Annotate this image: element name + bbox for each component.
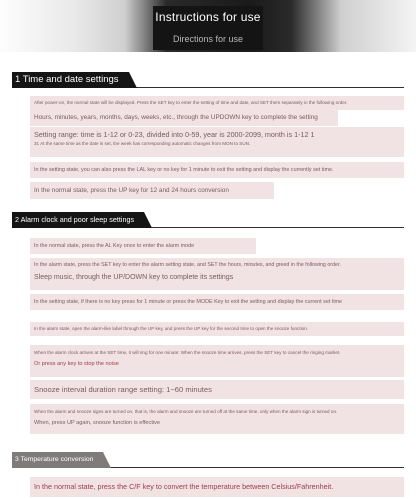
instruction-item: Snooze interval duration range setting: 1~60 minutes: [30, 380, 404, 399]
instruction-item: Hours, minutes, years, months, days, weeks, etc., through the UPDOWN key to complete the setting: [30, 109, 338, 126]
page-title: Instructions for use: [155, 10, 261, 24]
instruction-item: Sleep music, through the UP/DOWN key to complete its settings: [34, 274, 234, 281]
header-banner: [0, 0, 416, 52]
instruction-item: In the normal state, press the C/F key to convert the temperature between Celsius/Fahrenheit.: [30, 477, 404, 497]
page-subtitle: Directions for use: [172, 34, 244, 44]
section-title: 3 Temperature conversion: [12, 452, 103, 468]
instruction-item: Or press any key to stop the noise: [34, 361, 119, 367]
instruction-item: In the setting state, if there is no key press for 1 minute or press the MODE Key to exit the setting and display the current set time: [30, 294, 404, 310]
instruction-item-group: [30, 404, 404, 434]
instruction-item-group: [30, 127, 404, 157]
instruction-item: In the alarm state, open the alarm-like label through the UP key, and press the UP key for the second time to open the snooze function.: [30, 322, 404, 336]
instruction-item: In the setting state, you can also press the LAL key or no key for 1 minute to exit the setting and display the currently set time.: [30, 162, 404, 178]
instruction-item-group: [30, 345, 404, 377]
instruction-item: In the normal state, press the AL Key once to enter the alarm mode: [30, 238, 256, 254]
instruction-item: When the alarm and snooze signs are turned on, that is, the alarm and snooze are turned off at the same time, only when the alarm sign is turned on.: [34, 409, 338, 414]
instruction-item-group: [30, 258, 404, 290]
section-title: 2 Alarm clock and poor sleep settings: [12, 212, 144, 228]
instruction-item: In the normal state, press the UP key for 12 and 24 hours conversion: [30, 182, 274, 199]
instruction-item: Setting range: time is 1-12 or 0-23, divided into 0-59, year is 2000-2099, month is 1-12 1: [34, 130, 315, 139]
instruction-item: When the alarm clock arrives at the SET time, it will ring for one minute: When the snooze time arrives, press the SET key to cancel the ringing market.: [34, 350, 341, 355]
instruction-item: After power-on, the normal state will be displayed. Press the SET key to enter the setting of time and date, and SET them separately in the following order.: [30, 96, 404, 110]
instruction-item: 31 At the same time as the date is set, the week has corresponding automatic changes from MON to SUN.: [34, 141, 251, 146]
section-title: 1 Time and date settings: [12, 72, 129, 88]
instruction-item: In the alarm state, press the SET key to enter the alarm setting state, and SET the hours, minutes, and greed in the following order.: [34, 262, 341, 268]
instruction-item: When, press UP again, snooze function is effective: [34, 420, 161, 426]
